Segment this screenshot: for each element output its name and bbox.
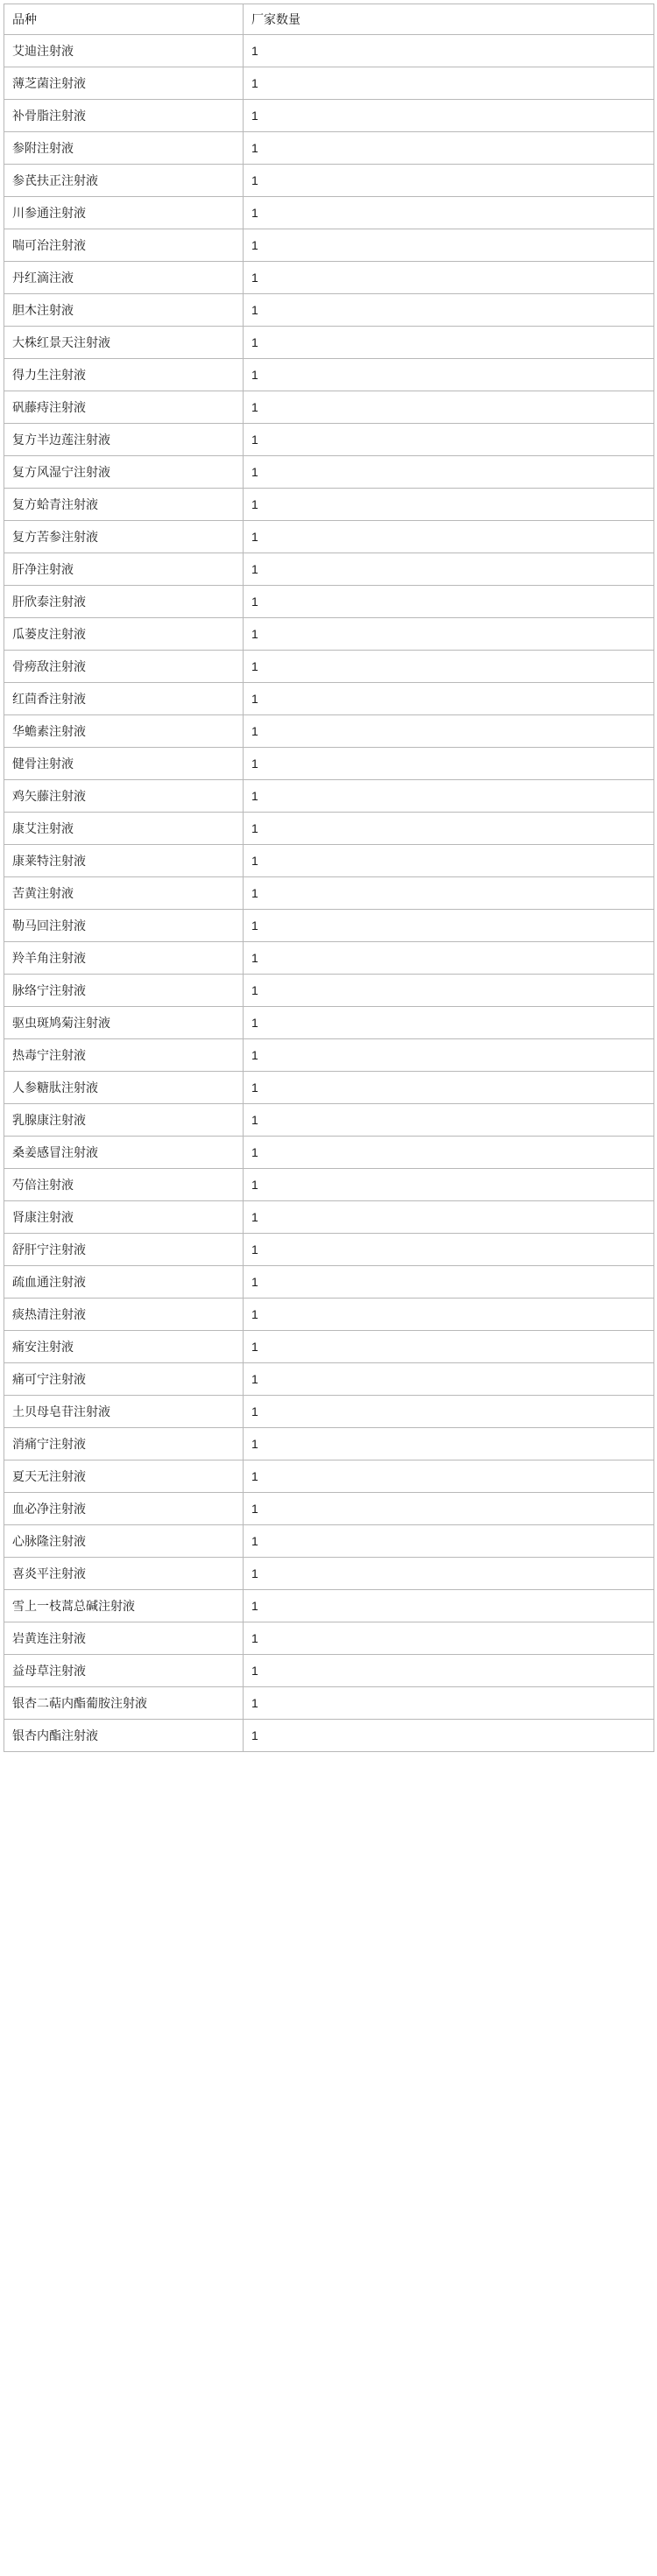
table-row xyxy=(4,1493,654,1525)
cell-variety: 复方风湿宁注射液 xyxy=(4,456,244,489)
cell-variety: 大株红景天注射液 xyxy=(4,327,244,359)
cell-manufacturer-count: 1 xyxy=(244,1234,654,1266)
table-row xyxy=(4,1396,654,1428)
cell-manufacturer-count: 1 xyxy=(244,197,654,229)
cell-variety: 消痛宁注射液 xyxy=(4,1428,244,1460)
column-header-variety: 品种 xyxy=(4,4,244,35)
table-row xyxy=(4,1525,654,1558)
table-row xyxy=(4,1266,654,1299)
cell-manufacturer-count: 1 xyxy=(244,1655,654,1687)
cell-variety: 健骨注射液 xyxy=(4,748,244,780)
table-row xyxy=(4,845,654,877)
column-header-manufacturer-count: 厂家数量 xyxy=(244,4,654,35)
table-row xyxy=(4,942,654,975)
table-row xyxy=(4,553,654,586)
cell-variety: 血必净注射液 xyxy=(4,1493,244,1525)
table-body xyxy=(4,35,654,1752)
cell-manufacturer-count: 1 xyxy=(244,845,654,877)
cell-variety: 丹红滴注液 xyxy=(4,262,244,294)
cell-manufacturer-count: 1 xyxy=(244,1720,654,1752)
cell-manufacturer-count: 1 xyxy=(244,910,654,942)
table-row xyxy=(4,456,654,489)
cell-variety: 康莱特注射液 xyxy=(4,845,244,877)
table-row xyxy=(4,1201,654,1234)
table-row xyxy=(4,1622,654,1655)
table-row xyxy=(4,1299,654,1331)
cell-variety: 土贝母皂苷注射液 xyxy=(4,1396,244,1428)
cell-variety: 华蟾素注射液 xyxy=(4,715,244,748)
table-row xyxy=(4,35,654,67)
cell-variety: 乳腺康注射液 xyxy=(4,1104,244,1137)
cell-manufacturer-count: 1 xyxy=(244,229,654,262)
cell-variety: 康艾注射液 xyxy=(4,813,244,845)
cell-manufacturer-count: 1 xyxy=(244,1299,654,1331)
table-row xyxy=(4,100,654,132)
table-row xyxy=(4,197,654,229)
cell-variety: 痛可宁注射液 xyxy=(4,1363,244,1396)
cell-manufacturer-count: 1 xyxy=(244,1493,654,1525)
table-row xyxy=(4,1460,654,1493)
cell-variety: 瓜蒌皮注射液 xyxy=(4,618,244,651)
cell-variety: 舒肝宁注射液 xyxy=(4,1234,244,1266)
table-row xyxy=(4,1104,654,1137)
cell-manufacturer-count: 1 xyxy=(244,67,654,100)
cell-variety: 痰热清注射液 xyxy=(4,1299,244,1331)
cell-variety: 羚羊角注射液 xyxy=(4,942,244,975)
table-row xyxy=(4,1363,654,1396)
cell-variety: 桑姜感冒注射液 xyxy=(4,1137,244,1169)
cell-manufacturer-count: 1 xyxy=(244,1007,654,1039)
cell-manufacturer-count: 1 xyxy=(244,294,654,327)
cell-manufacturer-count: 1 xyxy=(244,1428,654,1460)
cell-variety: 岩黄连注射液 xyxy=(4,1622,244,1655)
varieties-manufacturer-count-table xyxy=(4,4,654,1752)
cell-manufacturer-count: 1 xyxy=(244,618,654,651)
cell-variety: 得力生注射液 xyxy=(4,359,244,391)
table-row xyxy=(4,294,654,327)
cell-variety: 痛安注射液 xyxy=(4,1331,244,1363)
cell-manufacturer-count: 1 xyxy=(244,1104,654,1137)
cell-manufacturer-count: 1 xyxy=(244,1622,654,1655)
cell-manufacturer-count: 1 xyxy=(244,100,654,132)
table-row xyxy=(4,1039,654,1072)
cell-manufacturer-count: 1 xyxy=(244,877,654,910)
table-row xyxy=(4,1558,654,1590)
cell-variety: 薄芝菌注射液 xyxy=(4,67,244,100)
table-row xyxy=(4,1169,654,1201)
table-row xyxy=(4,1072,654,1104)
cell-manufacturer-count: 1 xyxy=(244,391,654,424)
table-row xyxy=(4,67,654,100)
cell-manufacturer-count: 1 xyxy=(244,586,654,618)
table-row xyxy=(4,1687,654,1720)
cell-variety: 复方半边莲注射液 xyxy=(4,424,244,456)
table-header xyxy=(4,4,654,35)
cell-variety: 参芪扶正注射液 xyxy=(4,165,244,197)
table-row xyxy=(4,262,654,294)
cell-variety: 勒马回注射液 xyxy=(4,910,244,942)
table-row xyxy=(4,327,654,359)
cell-manufacturer-count: 1 xyxy=(244,715,654,748)
cell-manufacturer-count: 1 xyxy=(244,327,654,359)
table-row xyxy=(4,132,654,165)
cell-manufacturer-count: 1 xyxy=(244,780,654,813)
cell-variety: 心脉隆注射液 xyxy=(4,1525,244,1558)
table-row xyxy=(4,1331,654,1363)
table-row xyxy=(4,1655,654,1687)
table-header-row xyxy=(4,4,654,35)
cell-manufacturer-count: 1 xyxy=(244,1525,654,1558)
table-row xyxy=(4,229,654,262)
table-row xyxy=(4,1720,654,1752)
cell-manufacturer-count: 1 xyxy=(244,424,654,456)
cell-manufacturer-count: 1 xyxy=(244,1201,654,1234)
table-row xyxy=(4,391,654,424)
cell-manufacturer-count: 1 xyxy=(244,359,654,391)
cell-variety: 骨痨敌注射液 xyxy=(4,651,244,683)
table-row xyxy=(4,910,654,942)
cell-variety: 肾康注射液 xyxy=(4,1201,244,1234)
cell-manufacturer-count: 1 xyxy=(244,1396,654,1428)
cell-variety: 芍倍注射液 xyxy=(4,1169,244,1201)
table-row xyxy=(4,165,654,197)
cell-manufacturer-count: 1 xyxy=(244,1363,654,1396)
cell-manufacturer-count: 1 xyxy=(244,1331,654,1363)
cell-variety: 肝净注射液 xyxy=(4,553,244,586)
table-row xyxy=(4,1007,654,1039)
cell-manufacturer-count: 1 xyxy=(244,456,654,489)
cell-variety: 驱虫斑鸠菊注射液 xyxy=(4,1007,244,1039)
table-row xyxy=(4,877,654,910)
cell-manufacturer-count: 1 xyxy=(244,975,654,1007)
table-row xyxy=(4,586,654,618)
cell-manufacturer-count: 1 xyxy=(244,1460,654,1493)
cell-variety: 脉络宁注射液 xyxy=(4,975,244,1007)
cell-variety: 补骨脂注射液 xyxy=(4,100,244,132)
table-row xyxy=(4,489,654,521)
table-row xyxy=(4,780,654,813)
cell-variety: 热毒宁注射液 xyxy=(4,1039,244,1072)
cell-variety: 复方苦参注射液 xyxy=(4,521,244,553)
table-row xyxy=(4,748,654,780)
cell-manufacturer-count: 1 xyxy=(244,1169,654,1201)
cell-variety: 喜炎平注射液 xyxy=(4,1558,244,1590)
cell-manufacturer-count: 1 xyxy=(244,942,654,975)
cell-manufacturer-count: 1 xyxy=(244,1072,654,1104)
table-row xyxy=(4,1137,654,1169)
table-row xyxy=(4,424,654,456)
cell-variety: 人参糖肽注射液 xyxy=(4,1072,244,1104)
cell-variety: 雪上一枝蒿总碱注射液 xyxy=(4,1590,244,1622)
table-row xyxy=(4,1234,654,1266)
cell-manufacturer-count: 1 xyxy=(244,1590,654,1622)
cell-manufacturer-count: 1 xyxy=(244,683,654,715)
cell-manufacturer-count: 1 xyxy=(244,35,654,67)
cell-variety: 夏天无注射液 xyxy=(4,1460,244,1493)
table-row xyxy=(4,1590,654,1622)
cell-variety: 银杏二萜内酯葡胺注射液 xyxy=(4,1687,244,1720)
cell-manufacturer-count: 1 xyxy=(244,1266,654,1299)
cell-variety: 川参通注射液 xyxy=(4,197,244,229)
cell-manufacturer-count: 1 xyxy=(244,1558,654,1590)
cell-variety: 艾迪注射液 xyxy=(4,35,244,67)
cell-variety: 益母草注射液 xyxy=(4,1655,244,1687)
cell-manufacturer-count: 1 xyxy=(244,1687,654,1720)
cell-manufacturer-count: 1 xyxy=(244,521,654,553)
table-row xyxy=(4,359,654,391)
cell-manufacturer-count: 1 xyxy=(244,813,654,845)
cell-variety: 胆木注射液 xyxy=(4,294,244,327)
table-row xyxy=(4,1428,654,1460)
cell-variety: 矾藤痔注射液 xyxy=(4,391,244,424)
cell-manufacturer-count: 1 xyxy=(244,1039,654,1072)
table-row xyxy=(4,618,654,651)
cell-manufacturer-count: 1 xyxy=(244,651,654,683)
cell-manufacturer-count: 1 xyxy=(244,262,654,294)
cell-manufacturer-count: 1 xyxy=(244,1137,654,1169)
table-row xyxy=(4,651,654,683)
table-row xyxy=(4,683,654,715)
table-row xyxy=(4,813,654,845)
cell-manufacturer-count: 1 xyxy=(244,132,654,165)
cell-manufacturer-count: 1 xyxy=(244,553,654,586)
cell-variety: 苦黄注射液 xyxy=(4,877,244,910)
cell-manufacturer-count: 1 xyxy=(244,489,654,521)
table-row xyxy=(4,715,654,748)
cell-variety: 复方蛤青注射液 xyxy=(4,489,244,521)
cell-variety: 喘可治注射液 xyxy=(4,229,244,262)
cell-manufacturer-count: 1 xyxy=(244,748,654,780)
table-row xyxy=(4,521,654,553)
cell-variety: 疏血通注射液 xyxy=(4,1266,244,1299)
cell-variety: 参附注射液 xyxy=(4,132,244,165)
cell-variety: 鸡矢藤注射液 xyxy=(4,780,244,813)
cell-variety: 银杏内酯注射液 xyxy=(4,1720,244,1752)
table-row xyxy=(4,975,654,1007)
cell-variety: 红茴香注射液 xyxy=(4,683,244,715)
cell-variety: 肝欣泰注射液 xyxy=(4,586,244,618)
cell-manufacturer-count: 1 xyxy=(244,165,654,197)
